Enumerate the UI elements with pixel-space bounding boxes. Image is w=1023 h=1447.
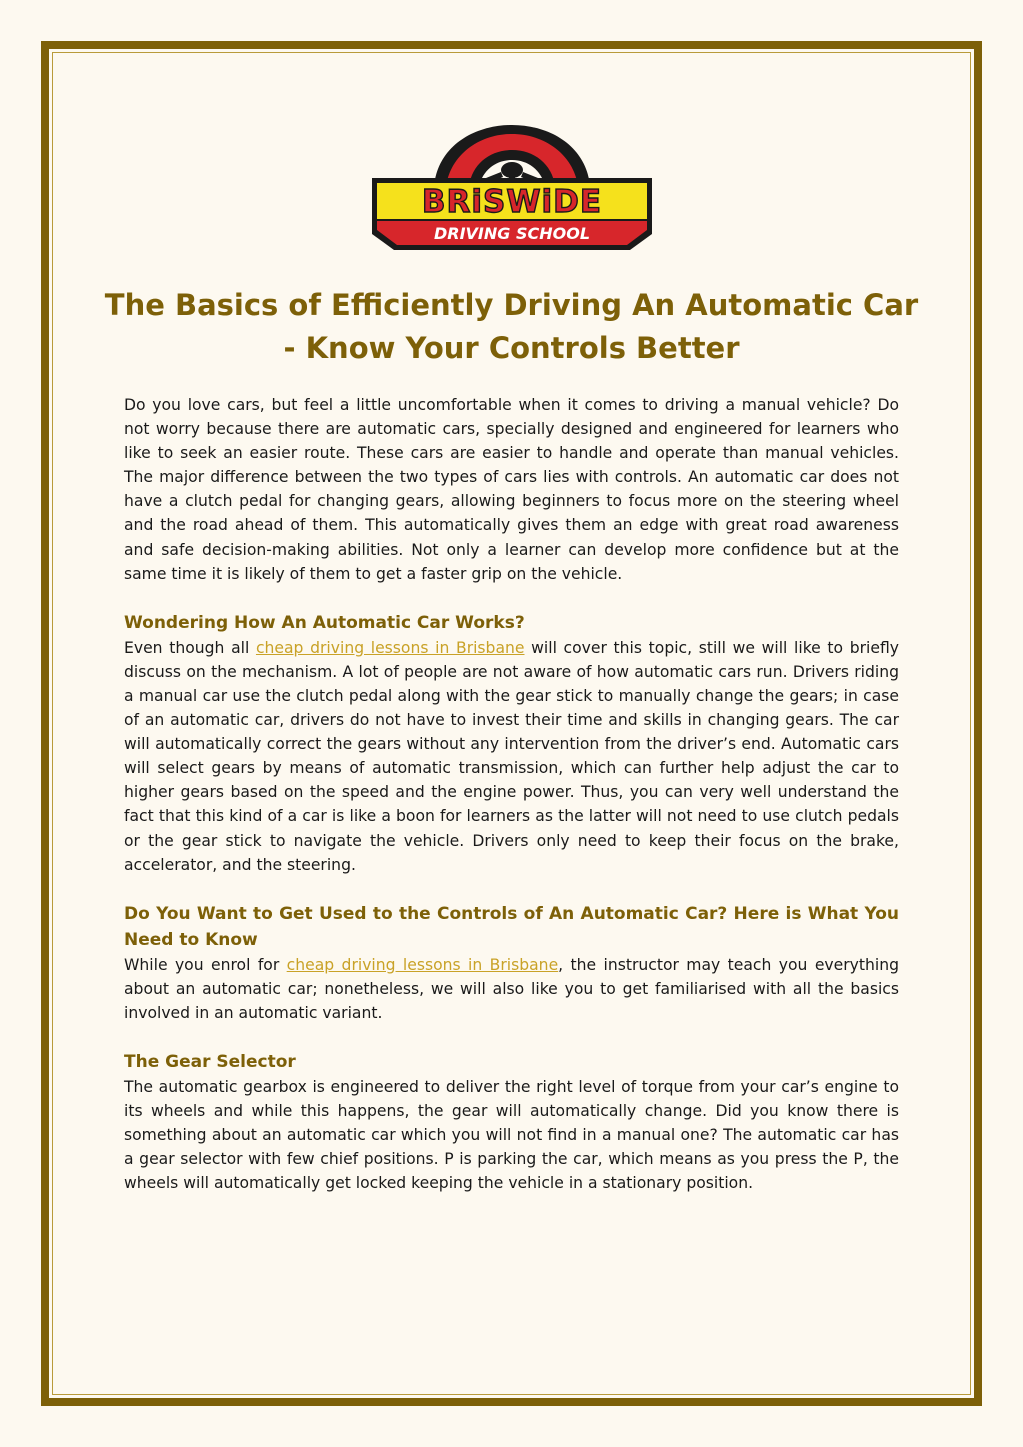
how-it-works-paragraph [124,636,899,877]
logo-tagline-text: DRIVING SCHOOL [433,224,591,243]
briswide-logo [368,122,656,254]
cheap-driving-lessons-link[interactable]: cheap driving lessons in Brisbane [255,638,525,657]
intro-paragraph: Do you love cars, but feel a little uncomfortable when it comes to driving a manual vehicle? Do not worry because there are automatic cars, specially designed and engineered for learners who like to seek an easier route. These cars are easier to handle and operate than manual vehicles. The major difference between the two types of cars lies with controls. An automatic car does not have a clutch pedal for changing gears, allowing beginners to focus more on the steering wheel and the road ahead of them. This automatically gives them an edge with great road awareness and safe decision-making abilities. Not only a learner can develop more confidence but at the same time it is likely of them to get a faster grip on the vehicle. [124,396,899,583]
gear-selector-paragraph: The automatic gearbox is engineered to deliver the right level of torque from your car’s engine to its wheels and while this happens, the gear will automatically change. Did you know there is something about an automatic car which you will not find in a manual one? The automatic car has a gear selector with few chief positions. P is parking the car, which means as you press the P, the wheels will automatically get locked keeping the vehicle in a stationary position. [124,1077,899,1193]
paragraph-text: Even though all [124,638,256,657]
section-heading-how-it-works: Wondering How An Automatic Car Works? [124,612,525,633]
steering-wheel-icon [434,125,590,186]
article-body [124,393,899,1195]
paragraph-text: While you enrol for [124,955,287,974]
page-title: The Basics of Efficiently Driving An Automatic Car - Know Your Controls Better [104,288,919,365]
paragraph-text: will cover this topic, still we will like to briefly discuss on the mechanism. A lot of people are not aware of how automatic cars run. Drivers riding a manual car use the clutch pedal along with the gear stick to manually change the gears; in case of an automatic car, drivers do not have to invest their time and skills in changing gears. The car will automatically correct the gears without any intervention from the driver’s end. Automatic cars will select gears by means of automatic transmission, which can further help adjust the car to higher gears based on the speed and the engine power. Thus, you can very well understand the fact that this kind of a car is like a boon for learners as the latter will not need to use clutch pedals or the gear stick to navigate the vehicle. Drivers only need to keep their focus on the brake, accelerator, and the steering. [124,638,900,874]
cheap-driving-lessons-link[interactable]: cheap driving lessons in Brisbane [286,955,559,974]
logo-brand-text: BRiSWiDE [421,184,603,220]
paragraph-text: , the instructor may teach you everything about an automatic car; nonetheless, we will also like you to get familiarised with all the basics involved in an automatic variant. [124,955,899,1022]
section-heading-controls: Do You Want to Get Used to the Controls of An Automatic Car? Here is What You Need to Know [124,903,899,950]
section-heading-gear-selector: The Gear Selector [124,1051,296,1072]
controls-paragraph [124,953,899,1025]
